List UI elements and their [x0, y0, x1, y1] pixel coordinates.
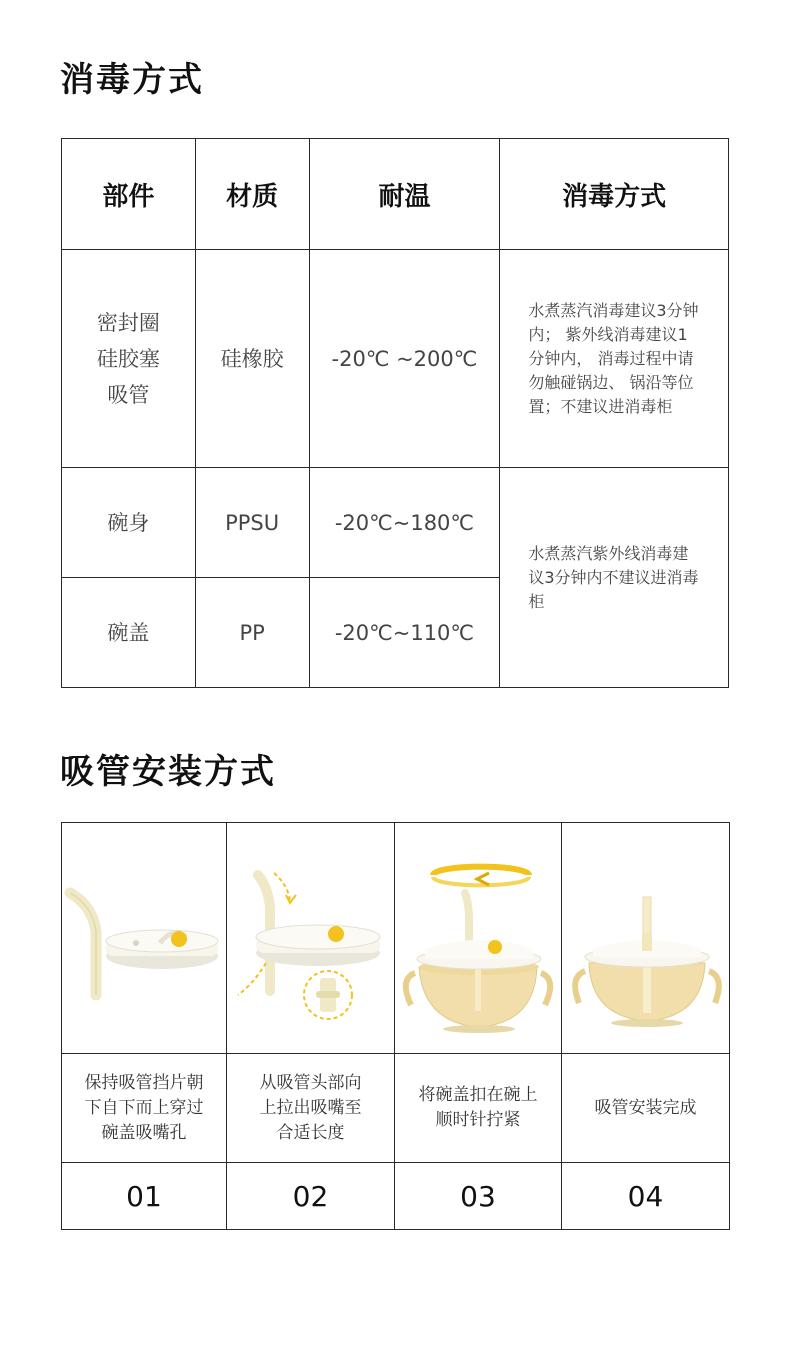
header-temperature: 耐温 [309, 139, 500, 250]
installed-cup-illustration [563, 823, 729, 1053]
header-part: 部件 [62, 139, 196, 250]
step-1-text [62, 1054, 227, 1163]
step-number: 03 [395, 1163, 562, 1230]
step-4-text [562, 1054, 730, 1163]
method-cell: 水煮蒸汽紫外线消毒建议3分钟内不建议进消毒柜 [500, 468, 729, 688]
step-number: 02 [227, 1163, 395, 1230]
step-4-illustration [562, 823, 730, 1054]
step-number-row [62, 1163, 730, 1230]
illustration-row [62, 823, 730, 1054]
part-name: 吸管 [107, 382, 150, 407]
temperature-cell: -20℃~180℃ [309, 468, 500, 578]
step-text: 吸管安装完成 [594, 1097, 697, 1118]
step-text: 从吸管头部向上拉出吸嘴至合适长度 [259, 1072, 362, 1143]
step-number: 04 [562, 1163, 730, 1230]
table-row [62, 250, 729, 468]
part-cell [62, 250, 196, 468]
step-2-text [227, 1054, 395, 1163]
header-method: 消毒方式 [500, 139, 729, 250]
step-3-illustration [395, 823, 562, 1054]
table-header-row [62, 139, 729, 250]
step-1-illustration [62, 823, 227, 1054]
material-cell: PPSU [195, 468, 309, 578]
step-text: 将碗盖扣在碗上顺时针拧紧 [418, 1085, 538, 1130]
table-row [62, 468, 729, 578]
part-cell: 碗身 [62, 468, 196, 578]
section-title-install: 吸管安装方式 [60, 752, 276, 792]
step-2-illustration [227, 823, 395, 1054]
step-3-text [395, 1054, 562, 1163]
install-steps-table [61, 822, 730, 1230]
material-cell: 硅橡胶 [195, 250, 309, 468]
lid-twist-illustration [395, 823, 561, 1053]
header-material: 材质 [195, 139, 309, 250]
part-name: 硅胶塞 [96, 346, 160, 371]
method-cell: 水煮蒸汽消毒建议3分钟内； 紫外线消毒建议1分钟内， 消毒过程中请勿触碰锅边、 锅沿等位置；不建议进消毒柜 [500, 250, 729, 468]
step-text-row [62, 1054, 730, 1163]
straw-pull-illustration [228, 823, 394, 1053]
material-cell: PP [195, 578, 309, 688]
straw-insert-illustration [62, 823, 228, 1053]
part-cell: 碗盖 [62, 578, 196, 688]
temperature-cell: -20℃ ~200℃ [309, 250, 500, 468]
temperature-cell: -20℃~110℃ [309, 578, 500, 688]
step-number: 01 [62, 1163, 227, 1230]
section-title-disinfection: 消毒方式 [60, 60, 204, 100]
step-text: 保持吸管挡片朝下自下而上穿过碗盖吸嘴孔 [84, 1072, 204, 1143]
disinfection-table [61, 138, 729, 688]
part-name: 密封圈 [96, 310, 160, 335]
